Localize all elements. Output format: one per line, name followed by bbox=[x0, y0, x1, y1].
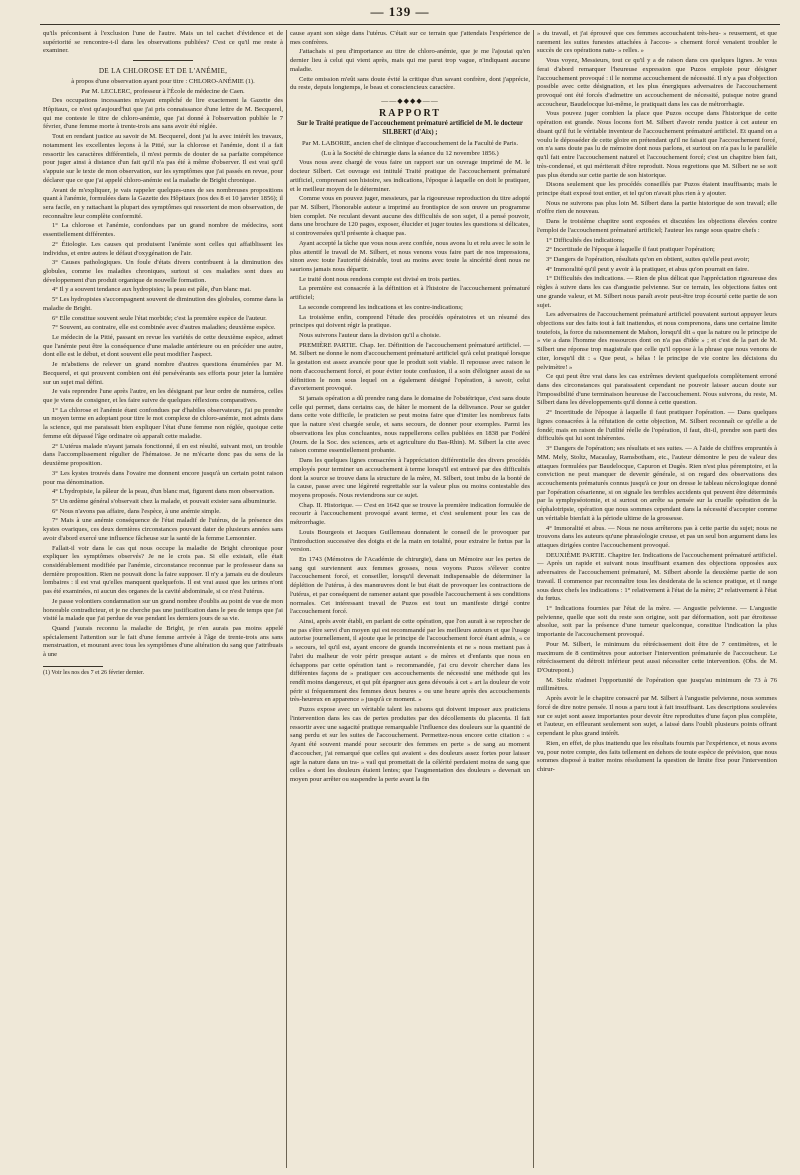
paragraph: J'attachais si peu d'importance au titre de chloro-anémie, que je me l'ajoutai qu'en dernier lieu à celui qui vient après, mais qui me parut trop vague, n'indiquant aucune maladie. bbox=[290, 48, 530, 73]
paragraph: Je m'abstiens de relever un grand nombre d'autres questions énumérées par M. Becquerel, et qui prouvent combien ont été persévérants ses efforts pour jeter la lumière sur un sujet mal défini. bbox=[43, 361, 283, 386]
paragraph: » du travail, et j'ai éprouvé que ces femmes accouchaient très-heu- » reusement, et que rarement les suites funestes attachées à l'accou- » chement forcé venaient troubler le succès de ces opérations natu- » relles. » bbox=[537, 30, 777, 55]
paragraph: 7° Souvent, au contraire, elle est combinée avec d'autres maladies; deuxième espèce. bbox=[52, 324, 276, 332]
paragraph: 3° Causes pathologiques. Un foule d'états divers contribuent à la diminution des globules, comme les maladies chroniques, surtout si ces maladies sont dues au développement d'un produit organique de nouvelle formation. bbox=[43, 259, 283, 284]
paragraph: Cette omission m'eût sans doute évité la critique d'un savant confrère, dont j'apprécie, du reste, depuis longtemps, le beau et consciencieux caractère. bbox=[290, 75, 530, 92]
paragraph: Si jamais opération a dû prendre rang dans le domaine de l'obstétrique, c'est sans doute celle qui permet, dans certains cas, de hâter le moment de la délivrance. Pour se guider dans cette voie difficile, le praticien se peut moins faire que d'imiter les nombreux faits que la nature s'est chargée seule, et sans secours, de donner pour exemples. Parmi les observations les plus concluantes, nous rappellerons celles publiées en 1838 par Fodéré (Journ. de la Soc. des sciences, arts et agriculture du Bas-Rhin). M. Silbert la cite avec raison comme essentiellement probante. bbox=[290, 395, 530, 455]
paragraph: Je vais reprendre l'une après l'autre, en les désignant par leur ordre de numéros, celles que je viens de consigner, et les faire suivre de quelques réflexions comparatives. bbox=[43, 388, 283, 405]
paragraph: 6° Elle constitue souvent seule l'état morbide; c'est la première espèce de l'auteur. bbox=[52, 314, 267, 322]
page-number: — 139 — bbox=[370, 4, 430, 19]
page-header bbox=[0, 4, 800, 26]
paragraph: La troisième enfin, comprend l'étude des procédés opératoires et un résumé des principes qui doivent régir la pratique. bbox=[290, 313, 530, 330]
paragraph: Dans le troisième chapitre sont exposées et discutées les objections élevées contre l'emploi de l'accouchement prématuré artificiel; l'auteur les range sous quatre chefs : bbox=[537, 218, 777, 234]
paragraph: 1° La chlorose et l'anémie, confondues par un grand nombre de médecins, sont essentiellement différentes. bbox=[43, 222, 283, 239]
paragraph: Après avoir le le chapitre consacré par M. Silbert à l'angustie pelvienne, nous sommes forcé de dire notre pensée. Il nous a paru tout à fait insuffisant. Les descriptions soulevées sur ce sujet sont assez importantes pour devoir être reproduites d'une façon plus complète, et l'auteur, en effleurant seulement son sujet, a laissé dans l'oubli plusieurs points offrant cependant le plus grand intérêt. bbox=[537, 695, 777, 738]
article-subheading: à propos d'une observation ayant pour titre : CHLORO-ANÉMIE (1). bbox=[71, 77, 255, 85]
paragraph: Vous pouvez juger combien la place que Puzos occupe dans l'historique de cette opération est grande. Nous locons fort M. Silbert d'avoir rendu justice à cet auteur en disant qu'il fut le véritable inventeur de l'accouchement prématuré artificiel. Et quand on a voulu le déposséder de cette gloire en prétendant qu'il ne faisait que l'accouchement forcé, on n'a sans doute pas lu de mémoire dont nous parlons, et surtout on n'a pas lu le parallèle qu'il fait entre l'accouchement naturel et l'accouchement forcé; c'est un chapitre bien fait, très-condensé, et qui mériterait d'être reproduit. Nous regrettons que M. Silbert ne se soit pas plus étendu sur cette partie de son historique. bbox=[537, 110, 777, 179]
paragraph: 3° Dangers de l'opération; ses résultats et ses suites. — A l'aide de chiffres empruntés à MM. Mely, Stoltz, Macaulay, Ramsbotham, etc., l'auteur démontre le peu de valeur des attaques formulées par Baudelocque, Capuron et Dugès. Rien n'est plus péremptoire, et la conviction ne peut manquer de devenir générale, si on regard des observations des accouchements prématurés connus jusqu'à ce jour on dresse le tableau nécrologique donné par l'opération césarienne, si on signale les terribles accidents qui peuvent être déterminés par la symphyséotomie, et si surtout on arrête sa pensée sur la cruelle opération de la céphalotripsie, opération que nous sommes cependant dans la nécessité d'accepter comme un véritable bienfait à la période ultime de la grossesse. bbox=[537, 445, 777, 522]
paragraph: 1° La chlorose et l'anémie étant confondues par d'habiles observateurs, j'ai pu prendre un moyen terme en adoptant pour titre le mot complexe de chloro-anémie, mot admis dans la science, qui me paraissait bien expliquer l'état d'une femme non réglée, quoique cette femme eût dépassé l'âge ordinaire où apparaît cette maladie. bbox=[43, 406, 283, 440]
paragraph: 5° Les hydropisies s'accompagnent souvent de diminution des globules, comme dans la maladie de Bright. bbox=[43, 296, 283, 312]
paragraph: 4° Immoralité et abus. — Nous ne nous arrêterons pas à cette partie du sujet; nous ne trouvons dans les auteurs qu'une phraséologie creuse, et pas un seul bon argument dans les attaques dirigées contre l'accouchement provoqué. bbox=[537, 524, 777, 549]
paragraph: cause ayant son siège dans l'utérus. C'était sur ce terrain que j'attendais l'expérience de mes confrères. bbox=[290, 30, 530, 46]
paragraph: M. Stoltz n'admet l'opportunité de l'opération que jusqu'au minimum de 73 à 76 millimètres. bbox=[537, 676, 777, 693]
header-rule bbox=[40, 24, 780, 25]
paragraph: Ce qui peut être vrai dans les cas extrêmes devient quelquefois complètement erroné dans des circonstances qui paraissaient cependant ne pouvoir laisser aucun doute sur l'impossibilité d'une terminaison heureuse de l'accouchement. Nous suivrons, du reste, M. Silbert dans les développements qu'il donne à cette question. bbox=[537, 373, 777, 407]
list-item: 2° Incertitude de l'époque à laquelle il faut pratiquer l'opération; bbox=[546, 246, 715, 254]
paragraph: PREMIÈRE PARTIE. Chap. Ier. Définition de l'accouchement prématuré artificiel. — M. Silbert ne donne le nom d'accouchement prématuré artificiel qu'à celui pratiqué lorsque la gestation est assez avancée pour que le produit soit viable. Il repousse avec raison le nom d'accouchement forcé, et pour éviter toute confusion, il a soin d'éloigner aussi de sa définition le nom sous lequel on a également désigné l'opération, à savoir, celui d'avortement provoqué. bbox=[290, 341, 530, 393]
ornament-divider: ——◆◆◆◆—— bbox=[381, 97, 439, 106]
paragraph: Pour M. Silbert, le minimum du rétrécissement doit être de 7 centimètres, et le maximum de 8 centimètres pour autoriser l'intervention prématurée de l'accoucheur. Le rétrécissement du détroit inférieur peut aussi nécessiter cette intervention. (Obs. de M. D'Outrepont.) bbox=[537, 640, 777, 675]
paragraph: 2° Étiologie. Les causes qui produisent l'anémie sont celles qui affaiblissent les individus, et entre autres le défaut d'oxygénation de l'air. bbox=[43, 240, 283, 257]
footnote: (1) Voir les nos des 7 et 26 février dernier. bbox=[43, 669, 145, 676]
footnote-rule bbox=[43, 666, 103, 667]
paragraph: Avant de m'expliquer, je vais rappeler quelques-unes de ses nombreuses propositions quant à l'anémie, formulées dans la Gazette des Hôpitaux (nos des 8 et 10 janvier 1856); il sera facile, en y rattachant la plupart des symptômes qui ressortent de mon observation, de reconnaître leur complète conformité. bbox=[43, 186, 283, 220]
column-2 bbox=[290, 30, 530, 1168]
paragraph: En 1743 (Mémoires de l'Académie de chirurgie), dans un Mémoire sur les pertes de sang qui surviennent aux femmes grosses, nous voyons Puzos s'élever contre l'accouchement forcé, et conseiller, lorsqu'il devenait indispensable de déterminer la déplétion de l'utérus, à des manœuvres dont le but était de provoquer les contractions de l'utérus, et par conséquent de ramener autant que possible l'accouchement à ses conditions normales. Cet intéressant travail de Puzos est tout un manifeste dirigé contre l'accouchement forcé. bbox=[290, 555, 530, 616]
report-note: (Lu à la Société de chirurgie dans la séance du 12 novembre 1856.) bbox=[321, 149, 499, 157]
paragraph: 1° Indications fournies par l'état de la mère. — Angustie pelvienne. — L'angustie pelvienne, quelle que soit du reste son origine, soit par déformation, soit par étroitesse absolue, soit par la présence d'une tumeur quelconque, constitue l'indication la plus importante de l'accouchement provoqué. bbox=[537, 605, 777, 639]
column-1 bbox=[43, 30, 283, 1168]
paragraph: Rien, en effet, de plus inattendu que les résultats fournis par l'expérience, et nous avons vu, pour notre compte, des faits tellement en dehors de toute espèce de prévision, que nous sommes disposé à traiter moins résolument la question de limite fixe pour l'intervention chirur- bbox=[537, 739, 777, 773]
report-byline: Par M. LABORIE, ancien chef de clinique d'accouchement de la Faculté de Paris. bbox=[302, 139, 518, 147]
paragraph: Chap. II. Historique. — C'est en 1642 que se trouve la première indication formulée de recourir à l'accouchement provoqué avant terme, et c'est seulement pour les cas de métrorrhagie. bbox=[290, 501, 530, 527]
report-heading: RAPPORT bbox=[379, 107, 441, 119]
list-item: 1° Difficultés des indications; bbox=[546, 236, 625, 244]
column-3 bbox=[537, 30, 777, 1168]
paragraph: Les adversaires de l'accouchement prématuré artificiel pouvaient surtout appuyer leurs objections sur des faits tout à fait inattendus, et nous comprenons, dans une certaine limite toutefois, la force du raisonnement de Mahon, lorsqu'il dit « que la nature ou le principe de » vie a dans l'homme des ressources dont on n'a pas d'idée » ; et c'est de la part de M. Silbert une réponse trop magistrale que celle qu'il oppose à la phrase que nous venons de citer, lorsqu'il dit : « Que peut, » hélas ! le principe de vie contre les décisions du pelvimètre! » bbox=[537, 311, 777, 371]
paragraph: 3° Les kystes trouvés dans l'ovaire me donnent encore jusqu'à un certain point raison pour ma dénomination. bbox=[43, 469, 283, 486]
paragraph: Je passe volontiers condamnation sur un grand nombre d'oublis au point de vue de mon honorable contradicteur, et je ne cherche pas une justification dans le peu de temps que j'ai visité la malade que j'ai perdue de vue pendant les derniers jours de sa vie. bbox=[43, 597, 283, 623]
article-byline: Par M. LECLERC, professeur à l'École de médecine de Caen. bbox=[81, 87, 245, 95]
paragraph: 2° L'utérus malade n'ayant jamais fonctionné, il en est résulté, suivant moi, un trouble dans l'accomplissement régulier de l'hématose. Je ne m'écarte donc pas du sens de la deuxième proposition. bbox=[43, 442, 283, 468]
column-separator bbox=[286, 30, 287, 1168]
article-heading: DE LA CHLOROSE ET DE L'ANÉMIE, bbox=[98, 67, 228, 76]
paragraph: Dans les quelques lignes consacrées à l'appréciation différentielle des divers procédés employés pour terminer un accouchement à terme lorsqu'il est entravé par des difficultés dont la source se trouve dans la structure de la mère, M. Silbert, tout imbu de la bonté de la cause, passe avec une légèreté regrettable sur la valeur plus ou moins contestable des moyens proposés. Nous reviendrons sur ce sujet. bbox=[290, 457, 530, 499]
paragraph: Nous suivrons l'auteur dans la division qu'il a choisie. bbox=[299, 332, 441, 339]
paragraph: Quand j'aurais reconnu la maladie de Bright, je n'en aurais pas moins appelé spécialement l'attention sur le fait d'une femme arrivée à l'âge de trente-trois ans sans menstruation, et mourant avec tous les symptômes d'une altération du sang que j'attribuais à une bbox=[43, 625, 283, 659]
paragraph: Le traité dont nous rendons compte est divisé en trois parties. bbox=[299, 275, 461, 283]
paragraph: La seconde comprend les indications et les contre-indications; bbox=[299, 303, 463, 311]
paragraph: 4° Il y a souvent tendance aux hydropisies; la peau est pâle, d'un blanc mat. bbox=[52, 286, 252, 294]
paragraph: Ayant accepté la tâche que vous nous avez confiée, nous avons lu et relu avec le soin le plus attentif le travail de M. Silbert, et nous venons vous faire part de nos impressions, sinon avec toute l'autorité désirable, tout au moins avec toute la sincérité dont nous ne saurions jamais nous départir. bbox=[290, 239, 530, 273]
paragraph: Ainsi, après avoir établi, en parlant de cette opération, que l'on aurait à se reprocher de ne pas s'être servi d'un moyen qui est recommandé par les meilleurs auteurs et que l'usage autorise journellement, il ajoute que le principe de l'accouchement forcé étant admis, « ce » secours, tel qu'il est, ayant encore de grands inconvénients et ne » nous mettant pas à l'abri du malheur de voir périr presque autant » de mères et d'enfants que nous en échappons par cette opération tant » recommandée, j'ai cru devoir chercher dans les différentes façons de » pratiquer ces accouchements de nécessité une méthode qui les rendît moins dangereux, et qui pût épargner aux gens dévoués à cet » art la douleur de voir périr si fréquemment des femmes deux heures » ou une heure après des accouchements très-heureux en apparence » jusqu'à ce moment. » bbox=[290, 618, 530, 704]
paragraph: Nous ne suivrons pas plus loin M. Silbert dans la partie historique de son travail; elle n'offre rien de nouveau. bbox=[537, 199, 777, 216]
paragraph: Fallait-il voir dans le cas qui nous occupe la maladie de Bright chronique pour expliquer les symptômes observés? Je ne le crois pas. Si elle existait, elle était considérablement modifiée par l'anémie, circonstance reconnue par le professeur dans sa dernière proposition. Rien ne pouvait donc la faire supposer. Il n'y a jamais eu de douleurs lombaires : il est vrai qu'elles manquent quelquefois. Il est vrai aussi que les urines n'ont pas été examinées, ni aucun des organes de la cavité abdominale, si ce n'est l'utérus. bbox=[43, 544, 283, 596]
list-item: 3° Dangers de l'opération, résultats qu'on en obtient, suites qu'elle peut avoir; bbox=[546, 255, 750, 263]
paragraph: La première est consacrée à la définition et à l'histoire de l'accouchement prématuré artificiel; bbox=[290, 285, 530, 302]
paragraph: Le médecin de la Pitié, passant en revue les variétés de cette deuxième espèce, admet que l'anémie peut être la conséquence d'une maladie antérieure ou en précéder une autre, dont elle est le début, et dont souvent elle peut modifier l'aspect. bbox=[43, 334, 283, 359]
intro-paragraph: qu'ils préconisent à l'exclusion l'une de l'autre. Mais un tel cachet d'évidence et de supériorité se rencontre-t-il dans les observations publiées? C'est ce qu'il me reste à examiner. bbox=[43, 30, 283, 55]
list-item: 4° Immoralité qu'il peut y avoir à la pratiquer, et abus qu'on pourrait en faire. bbox=[546, 265, 749, 273]
paragraph: 5° Un œdème général s'observait chez la malade, et pouvait exister sans albuminurie. bbox=[52, 497, 277, 505]
paragraph: Tout en rendant justice au savoir de M. Becquerel, dont j'ai lu avec intérêt les travaux, notamment les excellentes leçons à la Pitié, sur la chlorose et l'anémie, dont il a fait ressortir les caractères différentiels, il m'est permis de douter de sa parfaite compétence pour juger ainsi à distance d'un fait qu'il n'a pas été à même d'observer. Il est vrai qu'il s'appuie sur le texte de mon observation, sur les symptômes que j'ai passés en revue, pour déclarer que ce que j'ai appelé chloro-anémie est la maladie de Bright chronique. bbox=[43, 133, 283, 184]
report-title: Sur le Traité pratique de l'accouchement prématuré artificiel de M. le docteur SILBERT (d'Aix) ; bbox=[297, 120, 523, 137]
paragraph: 4° L'hydropisie, la pâleur de la peau, d'un blanc mat, figurent dans mon observation. bbox=[52, 488, 275, 496]
paragraph: Des occupations incessantes m'ayant empêché de lire exactement la Gazette des Hôpitaux, ce n'est qu'aujourd'hui que j'ai pris connaissance d'une lettre de M. Becquerel, qui me conteste le titre de chloro-anémie, que j'ai donné à l'observation publiée le 7 février, d'une femme morte à trente-trois ans sans avoir été réglée. bbox=[43, 97, 283, 131]
paragraph: Puzos expose avec un véritable talent les raisons qui doivent imposer aux praticiens l'intervention dans les cas de pertes produites par des décollements du placenta. Il fait ressortir avec une sagacité pratique remarquable l'influence des douleurs sur la quantité de sang perdu et sur les suites de l'accouchement. Permettez-nous encore cette citation : « Ayant été souvent mandé pour secourir des femmes en perte » de sang au moment d'accoucher, j'ai remarqué que celles qui avaient » des douleurs assez fortes pour laisser agir la nature dans un tra- » vail qui promettait de la célérité perdaient moins de sang que celles » dont les douleurs étaient lentes; que l'augmentation des douleurs » devenait un moyen pour arrêter ou suspendre la perte avant la fin bbox=[290, 706, 530, 783]
paragraph: DEUXIÈME PARTIE. Chapitre Ier. Indications de l'accouchement prématuré artificiel. — Après un rapide et suivant nous insuffisant examen des objections opposées aux adversaires de l'accouchement prématuré, M. Silbert aborde la deuxième partie de son travail. Il commence par reconnaître tous les desiderata de la science pratique, et il range sous deux chefs les indications : 1° relativement à l'état de la mère; 2° relativement à l'état du fœtus. bbox=[537, 551, 777, 603]
column-separator bbox=[533, 30, 534, 1168]
paragraph: 7° Mais à une anémie conséquence de l'état maladif de l'utérus, de la présence des kystes ovariques, ces deux dernières circonstances pouvant dater de plusieurs années sans avoir d'abord exercé une influence fâcheuse sur la santé de la femme Lemonnier. bbox=[43, 517, 283, 542]
section-rule bbox=[133, 60, 193, 61]
paragraph: Vous voyez, Messieurs, tout ce qu'il y a de raison dans ces quelques lignes. Je vous ferai d'abord remarquer l'heureuse expression que Puzos emploie pour désigner l'accouchement provoqué : il le nomme accouchement de nécessité. Il n'y a pas d'objection possible avec cette désignation, et les plus énergiques adversaires de l'accouchement provoqué ont été forcés d'admettre un accouchement de nécessité, puisque notre grand accoucheur, Baudelocque lui-même, le pratiquait dans les cas de métrorrhagie. bbox=[537, 57, 777, 108]
paragraph: Disons seulement que les procédés conseillés par Puzos étaient insuffisants; mais le principe était exposé tout entier, et tel qu'on n'avait plus rien à y ajouter. bbox=[537, 181, 777, 197]
paragraph: Vous nous avez chargé de vous faire un rapport sur un ouvrage imprimé de M. le docteur Silbert. Cet ouvrage est intitulé Traité pratique de l'accouchement prématuré artificiel, comprenant son histoire, ses indications, l'époque à laquelle on doit le pratiquer, et le meilleur moyen de le déterminer. bbox=[290, 159, 530, 193]
paragraph: 1° Difficultés des indications. — Rien de plus délicat que l'appréciation rigoureuse des règles à suivre dans les cas d'angustie pelvienne. Sur ce terrain, les objections faites ont une grande valeur, et M. Silbert nous paraît avoir peut-être trop écourté cette partie de son sujet. bbox=[537, 275, 777, 309]
paragraph: 6° Nous n'avons pas affaire, dans l'espèce, à une anémie simple. bbox=[52, 507, 221, 515]
paragraph: 2° Incertitude de l'époque à laquelle il faut pratiquer l'opération. — Dans quelques lignes consacrées à la réfutation de cette objection, M. Silbert reconnaît ce qu'elle a de fondé; mais en raison de l'utilité réelle de l'opération, il faut, dit-il, prendre son parti des difficultés qui lui sont inhérentes. bbox=[537, 409, 777, 443]
paragraph: Louis Bourgeois et Jacques Guillemeau donnaient le conseil de le provoquer par l'introduction successive des doigts et de la main en totalité, pour extraire le fœtus par la version. bbox=[290, 528, 530, 554]
paragraph: Comme vous en pouvez juger, messieurs, par la rigoureuse reproduction du titre adopté par M. Silbert, l'honorable auteur a imprimé au frontispice de son œuvre un programme bien complet. Ne reculant devant aucune des difficultés de son sujet, il a pensé pouvoir, dans une brochure de 120 pages, exposer, élucider et juger toutes les questions si délicates, si controversées qu'il présente à chaque pas. bbox=[290, 195, 530, 238]
